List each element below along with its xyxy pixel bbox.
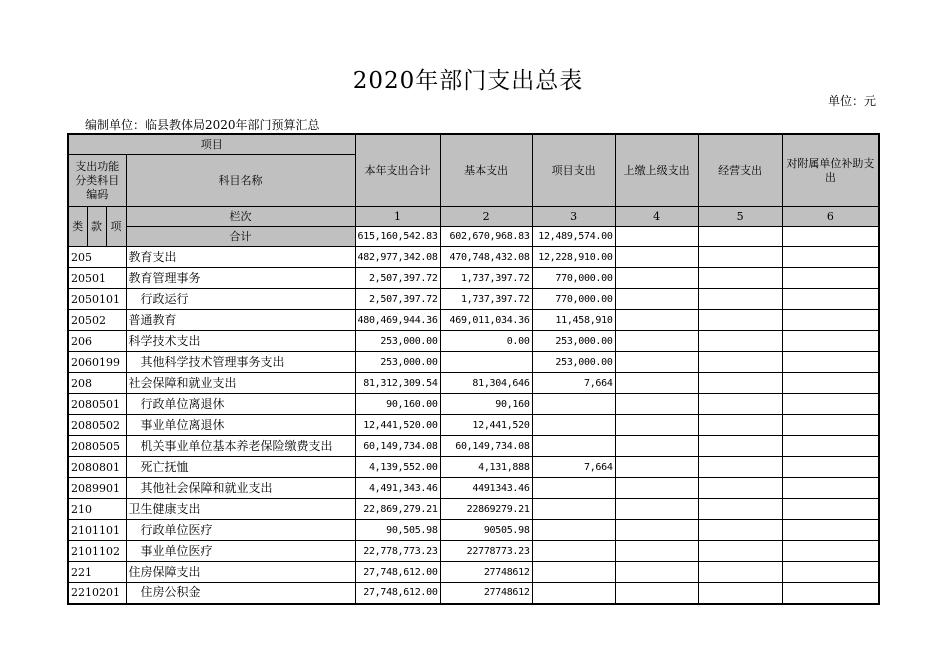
row-upper — [615, 415, 698, 436]
row-total: 2,507,397.72 — [355, 289, 440, 310]
row-upper — [615, 457, 698, 478]
row-upper — [615, 289, 698, 310]
row-subject-name: 其他社会保障和就业支出 — [126, 478, 355, 499]
row-business — [698, 394, 782, 415]
row-subject-name: 死亡抚恤 — [126, 457, 355, 478]
row-business — [698, 268, 782, 289]
row-basic: 0.00 — [440, 331, 532, 352]
row-total: 12,441,520.00 — [355, 415, 440, 436]
row-upper — [615, 436, 698, 457]
row-project-exp: 7,664 — [532, 373, 615, 394]
col-no-1: 1 — [355, 207, 440, 227]
row-upper — [615, 478, 698, 499]
row-basic: 22869279.21 — [440, 499, 532, 520]
table-row — [68, 373, 879, 394]
row-basic: 22778773.23 — [440, 541, 532, 562]
row-code: 2050101 — [68, 289, 126, 310]
row-basic: 469,011,034.36 — [440, 310, 532, 331]
row-basic: 1,737,397.72 — [440, 289, 532, 310]
row-basic: 1,737,397.72 — [440, 268, 532, 289]
row-business — [698, 289, 782, 310]
row-total: 253,000.00 — [355, 352, 440, 373]
sum-total: 615,160,542.83 — [355, 227, 440, 247]
org-label: 编制单位：临县教体局2020年部门预算汇总 — [85, 118, 320, 132]
header-business: 经营支出 — [698, 134, 782, 207]
row-subsidy — [782, 541, 879, 562]
row-business — [698, 562, 782, 583]
row-code: 2080505 — [68, 436, 126, 457]
row-subsidy — [782, 310, 879, 331]
row-basic: 4491343.46 — [440, 478, 532, 499]
table-row — [68, 268, 879, 289]
row-code: 2080501 — [68, 394, 126, 415]
header-total: 本年支出合计 — [355, 134, 440, 207]
row-code: 206 — [68, 331, 126, 352]
row-project-exp — [532, 583, 615, 604]
row-code: 2101102 — [68, 541, 126, 562]
row-code: 2101101 — [68, 520, 126, 541]
row-subsidy — [782, 415, 879, 436]
row-basic: 27748612 — [440, 583, 532, 604]
row-project-exp — [532, 562, 615, 583]
row-subsidy — [782, 457, 879, 478]
row-total: 60,149,734.08 — [355, 436, 440, 457]
col-no-4: 4 — [615, 207, 698, 227]
table-row — [68, 247, 879, 268]
row-subsidy — [782, 478, 879, 499]
row-project-exp: 770,000.00 — [532, 268, 615, 289]
row-upper — [615, 520, 698, 541]
row-code: 2080502 — [68, 415, 126, 436]
row-total: 482,977,342.08 — [355, 247, 440, 268]
row-total: 27,748,612.00 — [355, 583, 440, 604]
row-project-exp — [532, 541, 615, 562]
row-business — [698, 310, 782, 331]
row-business — [698, 541, 782, 562]
sum-row — [68, 227, 879, 247]
row-business — [698, 499, 782, 520]
header-column-no: 栏次 — [126, 207, 355, 227]
row-subsidy — [782, 373, 879, 394]
row-subject-name: 住房保障支出 — [126, 562, 355, 583]
row-upper — [615, 310, 698, 331]
row-business — [698, 457, 782, 478]
table-row — [68, 352, 879, 373]
header-upper: 上缴上级支出 — [615, 134, 698, 207]
row-subject-name: 事业单位医疗 — [126, 541, 355, 562]
row-code: 20502 — [68, 310, 126, 331]
row-code: 20501 — [68, 268, 126, 289]
row-project-exp — [532, 520, 615, 541]
row-subject-name: 科学技术支出 — [126, 331, 355, 352]
header-xiang: 项 — [106, 207, 126, 247]
table-row — [68, 583, 879, 604]
row-code: 210 — [68, 499, 126, 520]
table-row — [68, 499, 879, 520]
row-business — [698, 436, 782, 457]
row-project-exp — [532, 499, 615, 520]
row-total: 480,469,944.36 — [355, 310, 440, 331]
header-project: 项目 — [68, 134, 355, 155]
row-subsidy — [782, 247, 879, 268]
row-upper — [615, 541, 698, 562]
sum-subsidy — [782, 227, 879, 247]
table-row — [68, 436, 879, 457]
table-row — [68, 394, 879, 415]
row-subsidy — [782, 583, 879, 604]
row-business — [698, 373, 782, 394]
row-subsidy — [782, 268, 879, 289]
row-total: 22,869,279.21 — [355, 499, 440, 520]
sum-project-exp: 12,489,574.00 — [532, 227, 615, 247]
row-code: 2080801 — [68, 457, 126, 478]
row-business — [698, 583, 782, 604]
table-row — [68, 331, 879, 352]
row-business — [698, 478, 782, 499]
row-subsidy — [782, 394, 879, 415]
row-code: 221 — [68, 562, 126, 583]
row-upper — [615, 268, 698, 289]
row-total: 2,507,397.72 — [355, 268, 440, 289]
row-project-exp: 253,000.00 — [532, 331, 615, 352]
header-func-code: 支出功能分类科目编码 — [68, 155, 126, 207]
row-subject-name: 行政运行 — [126, 289, 355, 310]
row-business — [698, 352, 782, 373]
column-number-row — [68, 207, 879, 227]
row-code: 208 — [68, 373, 126, 394]
row-business — [698, 415, 782, 436]
row-project-exp: 7,664 — [532, 457, 615, 478]
row-business — [698, 331, 782, 352]
unit-label: 单位：元 — [827, 94, 876, 108]
row-code: 2060199 — [68, 352, 126, 373]
row-code: 205 — [68, 247, 126, 268]
row-project-exp — [532, 415, 615, 436]
row-project-exp: 770,000.00 — [532, 289, 615, 310]
row-total: 22,778,773.23 — [355, 541, 440, 562]
row-upper — [615, 247, 698, 268]
row-total: 90,505.98 — [355, 520, 440, 541]
row-subsidy — [782, 562, 879, 583]
header-kuan: 款 — [87, 207, 106, 247]
col-no-5: 5 — [698, 207, 782, 227]
row-upper — [615, 373, 698, 394]
sum-label: 合计 — [126, 227, 355, 247]
table-row — [68, 478, 879, 499]
sum-basic: 602,670,968.83 — [440, 227, 532, 247]
row-subject-name: 教育支出 — [126, 247, 355, 268]
row-business — [698, 247, 782, 268]
row-subsidy — [782, 289, 879, 310]
table-row — [68, 415, 879, 436]
row-subsidy — [782, 352, 879, 373]
row-basic: 4,131,888 — [440, 457, 532, 478]
row-basic: 90505.98 — [440, 520, 532, 541]
header-subject-name: 科目名称 — [126, 155, 355, 207]
row-upper — [615, 499, 698, 520]
row-project-exp — [532, 394, 615, 415]
row-subject-name: 教育管理事务 — [126, 268, 355, 289]
row-subject-name: 事业单位离退休 — [126, 415, 355, 436]
row-project-exp: 11,458,910 — [532, 310, 615, 331]
row-project-exp: 12,228,910.00 — [532, 247, 615, 268]
row-code: 2210201 — [68, 583, 126, 604]
table-row — [68, 541, 879, 562]
row-project-exp: 253,000.00 — [532, 352, 615, 373]
row-total: 27,748,612.00 — [355, 562, 440, 583]
sum-business — [698, 227, 782, 247]
row-basic: 81,304,646 — [440, 373, 532, 394]
header-project-exp: 项目支出 — [532, 134, 615, 207]
row-project-exp — [532, 478, 615, 499]
row-business — [698, 520, 782, 541]
table-row — [68, 562, 879, 583]
row-basic: 470,748,432.08 — [440, 247, 532, 268]
page-title: 2020年部门支出总表 — [352, 68, 584, 94]
row-upper — [615, 394, 698, 415]
row-total: 4,139,552.00 — [355, 457, 440, 478]
col-no-3: 3 — [532, 207, 615, 227]
row-basic — [440, 352, 532, 373]
row-basic: 27748612 — [440, 562, 532, 583]
row-total: 81,312,309.54 — [355, 373, 440, 394]
sum-upper — [615, 227, 698, 247]
row-subject-name: 其他科学技术管理事务支出 — [126, 352, 355, 373]
table-row — [68, 289, 879, 310]
row-upper — [615, 331, 698, 352]
row-upper — [615, 562, 698, 583]
row-subject-name: 行政单位离退休 — [126, 394, 355, 415]
row-upper — [615, 583, 698, 604]
row-basic: 12,441,520 — [440, 415, 532, 436]
col-no-6: 6 — [782, 207, 879, 227]
header-lei: 类 — [68, 207, 87, 247]
row-code: 2089901 — [68, 478, 126, 499]
header-row-1 — [68, 134, 879, 155]
row-subject-name: 机关事业单位基本养老保险缴费支出 — [126, 436, 355, 457]
row-subsidy — [782, 436, 879, 457]
header-subsidy: 对附属单位补助支出 — [782, 134, 879, 207]
table-row — [68, 310, 879, 331]
budget-table — [67, 133, 880, 605]
row-basic: 60,149,734.08 — [440, 436, 532, 457]
row-subject-name: 普通教育 — [126, 310, 355, 331]
row-subsidy — [782, 331, 879, 352]
row-upper — [615, 352, 698, 373]
row-subject-name: 卫生健康支出 — [126, 499, 355, 520]
row-total: 90,160.00 — [355, 394, 440, 415]
header-basic: 基本支出 — [440, 134, 532, 207]
col-no-2: 2 — [440, 207, 532, 227]
row-subsidy — [782, 499, 879, 520]
row-subsidy — [782, 520, 879, 541]
row-project-exp — [532, 436, 615, 457]
table-row — [68, 520, 879, 541]
row-subject-name: 行政单位医疗 — [126, 520, 355, 541]
row-subject-name: 住房公积金 — [126, 583, 355, 604]
row-total: 4,491,343.46 — [355, 478, 440, 499]
row-total: 253,000.00 — [355, 331, 440, 352]
table-row — [68, 457, 879, 478]
row-basic: 90,160 — [440, 394, 532, 415]
row-subject-name: 社会保障和就业支出 — [126, 373, 355, 394]
